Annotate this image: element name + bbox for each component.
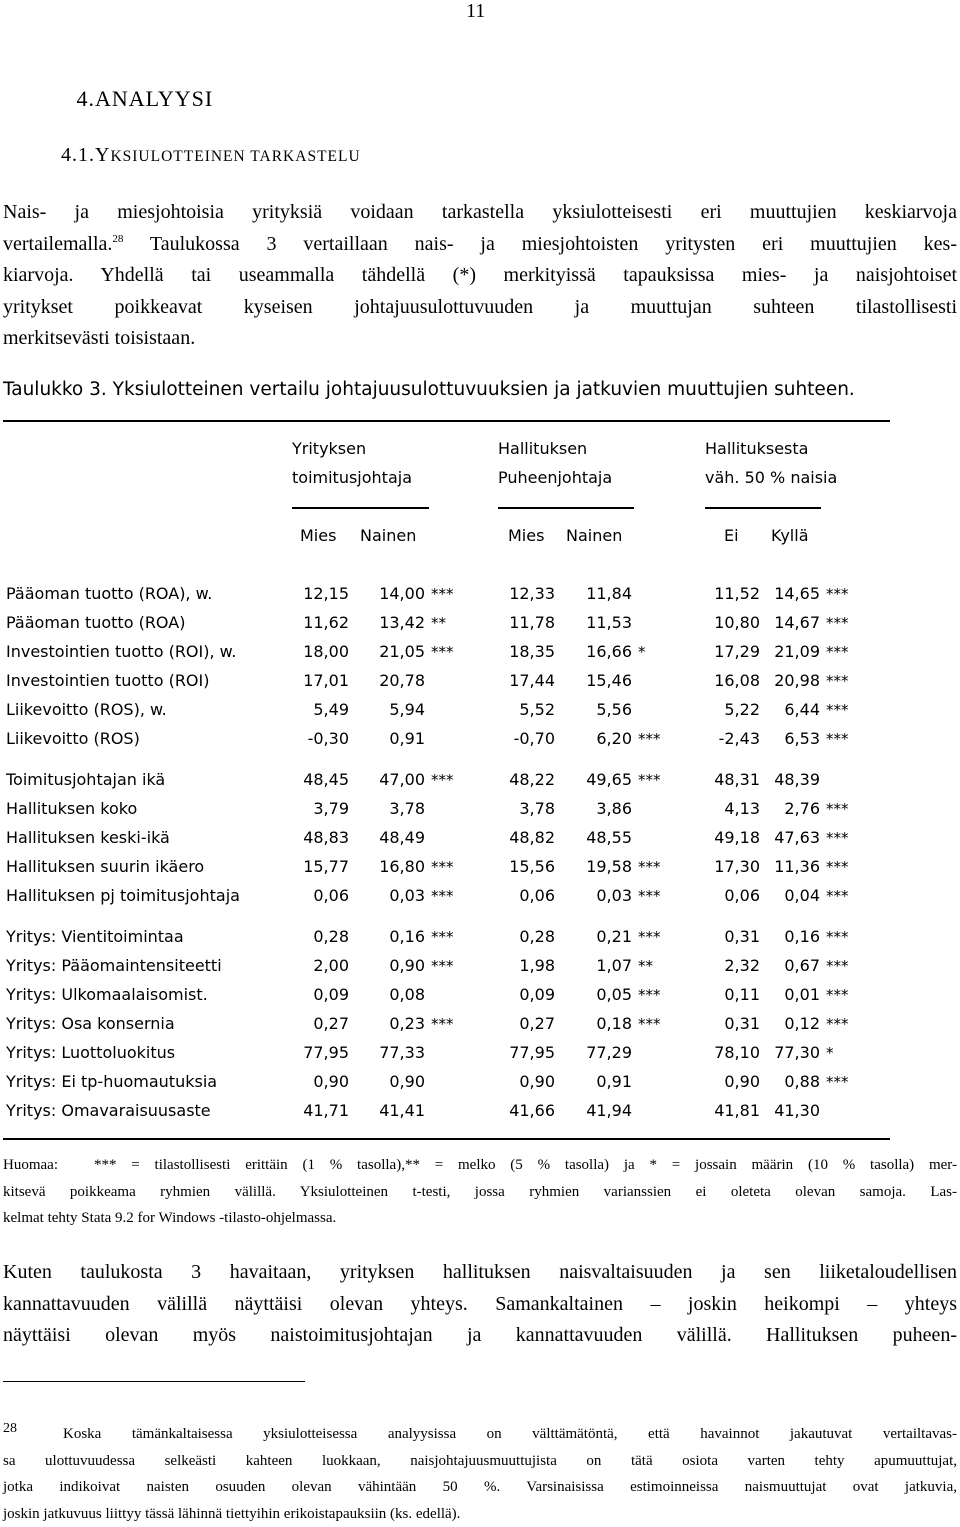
significance-stars: ***	[826, 887, 849, 905]
significance-stars: ***	[638, 730, 661, 748]
significance-stars: ***	[826, 614, 849, 632]
paragraph-line: merkitsevästi toisistaan.	[3, 323, 957, 355]
significance-stars: *	[826, 1044, 834, 1062]
footnote	[3, 1421, 957, 1527]
significance-stars: ***	[431, 771, 454, 789]
group-header-line2: Puheenjohtaja	[498, 468, 612, 487]
footnote-mark: 28	[3, 1421, 17, 1437]
significance-stars: ***	[826, 986, 849, 1004]
table-cell: 48,55	[552, 828, 632, 847]
table-cell: 1,98	[475, 956, 555, 975]
row-label: Yritys: Ulkomaalaisomist.	[6, 985, 208, 1004]
note-text: *** = tilastollisesti erittäin (1 % tasolla),** = melko (5 % tasolla) ja * = jossain määrin (10 % tasolla) mer-	[94, 1157, 957, 1173]
table-cell: 11,62	[269, 613, 349, 632]
table-cell: 3,78	[475, 799, 555, 818]
table-cell: 48,31	[680, 770, 760, 789]
table-cell: 41,66	[475, 1101, 555, 1120]
significance-stars: ***	[826, 829, 849, 847]
table-cell: 77,29	[552, 1043, 632, 1062]
row-label: Hallituksen pj toimitusjohtaja	[6, 886, 240, 905]
significance-stars: ***	[431, 858, 454, 876]
subsection-heading	[3, 144, 361, 167]
table-cell: 0,03	[552, 886, 632, 905]
table-cell: 17,44	[475, 671, 555, 690]
column-header: Mies	[300, 526, 336, 545]
table-cell: 0,88	[740, 1072, 820, 1091]
table-cell: 0,27	[475, 1014, 555, 1033]
table-cell: 0,09	[269, 985, 349, 1004]
table-cell: 17,30	[680, 857, 760, 876]
table-cell: 77,95	[269, 1043, 349, 1062]
table-cell: 17,29	[680, 642, 760, 661]
table-cell: 1,07	[552, 956, 632, 975]
table-note	[3, 1152, 957, 1232]
table-cell: 20,78	[345, 671, 425, 690]
table-cell: 18,00	[269, 642, 349, 661]
row-label: Hallituksen koko	[6, 799, 137, 818]
column-header: Mies	[508, 526, 544, 545]
table-cell: 41,81	[680, 1101, 760, 1120]
paragraph-line: näyttäisi olevan myös naistoimitusjohtajan ja kannattavuuden välillä. Hallituksen puheen-	[3, 1320, 957, 1352]
table-cell: 0,03	[345, 886, 425, 905]
footnote-line: Koska tämänkaltaisessa yksiulotteisessa analyysissa on välttämätöntä, että havainnot jakautuvat vertailtavas-	[3, 1421, 957, 1448]
row-label: Liikevoitto (ROS), w.	[6, 700, 167, 719]
paragraph-line: kannattavuuden välillä näyttäisi olevan yhteys. Samankaltainen – joskin heikompi – yhteys	[3, 1289, 957, 1321]
note-line: kelmat tehty Stata 9.2 for Windows -tilasto-ohjelmassa.	[3, 1205, 957, 1232]
column-header: Nainen	[360, 526, 416, 545]
table-cell: 0,28	[475, 927, 555, 946]
paragraph-line: kiarvoja. Yhdellä tai useammalla tähdellä (*) merkityissä tapauksissa mies- ja naisjohtoiset	[3, 260, 957, 292]
table-cell: 0,90	[269, 1072, 349, 1091]
paragraph-line: Nais- ja miesjohtoisia yrityksiä voidaan tarkastella yksiulotteisesti eri muuttujien keskiarvoja	[3, 197, 957, 229]
table-cell: 48,49	[345, 828, 425, 847]
significance-stars: **	[638, 957, 653, 975]
row-label: Yritys: Luottoluokitus	[6, 1043, 175, 1062]
footnote-separator	[3, 1381, 305, 1382]
table-cell: -0,70	[475, 729, 555, 748]
significance-stars: ***	[826, 928, 849, 946]
table-cell: 41,94	[552, 1101, 632, 1120]
table-cell: 0,06	[475, 886, 555, 905]
table-cell: 11,84	[552, 584, 632, 603]
table-cell: 0,28	[269, 927, 349, 946]
significance-stars: ***	[638, 858, 661, 876]
column-header: Ei	[724, 526, 739, 545]
section-number: 4.	[3, 86, 95, 112]
table-cell: 6,20	[552, 729, 632, 748]
significance-stars: ***	[638, 771, 661, 789]
table-cell: 10,80	[680, 613, 760, 632]
table-cell: 21,05	[345, 642, 425, 661]
significance-stars: ***	[826, 730, 849, 748]
table-cell: 0,16	[740, 927, 820, 946]
table-cell: 19,58	[552, 857, 632, 876]
table-cell: 16,80	[345, 857, 425, 876]
table-cell: 0,31	[680, 1014, 760, 1033]
table-top-rule	[3, 420, 890, 422]
body-paragraph	[3, 1257, 957, 1352]
significance-stars: ***	[638, 887, 661, 905]
table-cell: 5,52	[475, 700, 555, 719]
group-header-line1: Yrityksen	[292, 439, 366, 458]
table-cell: 14,65	[740, 584, 820, 603]
group-underline	[292, 507, 429, 509]
table-cell: 0,23	[345, 1014, 425, 1033]
significance-stars: ***	[826, 585, 849, 603]
table-cell: 14,00	[345, 584, 425, 603]
table-cell: 17,01	[269, 671, 349, 690]
table-cell: 49,65	[552, 770, 632, 789]
paragraph-line-rest: Taulukossa 3 vertaillaan nais- ja miesjohtoisten yritysten eri muuttujien kes-	[150, 233, 957, 255]
footnote-line: jotka indikoivat naisten osuuden olevan vähintään 50 %. Varsinaisissa estimoinneissa naismuuttujat ovat jatkuvia,	[3, 1474, 957, 1501]
table-cell: 3,86	[552, 799, 632, 818]
table-cell: 12,15	[269, 584, 349, 603]
table-bottom-rule	[3, 1138, 890, 1140]
table-cell: 48,83	[269, 828, 349, 847]
table-cell: 6,44	[740, 700, 820, 719]
significance-stars: ***	[826, 1073, 849, 1091]
significance-stars: ***	[431, 957, 454, 975]
table-cell: 0,90	[475, 1072, 555, 1091]
significance-stars: ***	[826, 957, 849, 975]
table-cell: 11,78	[475, 613, 555, 632]
row-label: Hallituksen keski-ikä	[6, 828, 170, 847]
row-label: Pääoman tuotto (ROA)	[6, 613, 185, 632]
table-cell: 0,05	[552, 985, 632, 1004]
significance-stars: ***	[826, 643, 849, 661]
row-label: Yritys: Pääomaintensiteetti	[6, 956, 222, 975]
table-cell: 21,09	[740, 642, 820, 661]
significance-stars: ***	[826, 701, 849, 719]
table-cell: 78,10	[680, 1043, 760, 1062]
significance-stars: ***	[431, 585, 454, 603]
significance-stars: *	[638, 643, 646, 661]
table-cell: 47,00	[345, 770, 425, 789]
significance-stars: ***	[638, 928, 661, 946]
row-label: Yritys: Ei tp-huomautuksia	[6, 1072, 217, 1091]
row-label: Yritys: Vientitoimintaa	[6, 927, 184, 946]
table-cell: 0,91	[345, 729, 425, 748]
row-label: Investointien tuotto (ROI), w.	[6, 642, 236, 661]
note-line	[3, 1152, 957, 1179]
group-header-line1: Hallituksesta	[705, 439, 808, 458]
table-cell: 18,35	[475, 642, 555, 661]
subsection-title-rest: KSIULOTTEINEN TARKASTELU	[110, 148, 360, 165]
table-cell: 0,06	[680, 886, 760, 905]
table-cell: 11,36	[740, 857, 820, 876]
row-label: Liikevoitto (ROS)	[6, 729, 140, 748]
group-header-line2: toimitusjohtaja	[292, 468, 412, 487]
table-cell: 77,95	[475, 1043, 555, 1062]
table-cell: 3,79	[269, 799, 349, 818]
table-cell: 0,01	[740, 985, 820, 1004]
table-cell: 16,08	[680, 671, 760, 690]
subsection-number: 4.1.	[3, 144, 95, 167]
footnote-line: sa ulottuvuudessa selkeästi kahteen luokkaan, naisjohtajuusmuuttujista on tätä osiota varten tehty apumuuttujat,	[3, 1448, 957, 1475]
table-cell: 0,06	[269, 886, 349, 905]
group-header-line2: väh. 50 % naisia	[705, 468, 837, 487]
significance-stars: ***	[431, 643, 454, 661]
table-cell: 0,11	[680, 985, 760, 1004]
significance-stars: ***	[826, 1015, 849, 1033]
table-cell: 48,22	[475, 770, 555, 789]
table-cell: 77,30	[740, 1043, 820, 1062]
table-cell: 41,71	[269, 1101, 349, 1120]
significance-stars: ***	[826, 800, 849, 818]
table-cell: 47,63	[740, 828, 820, 847]
table-cell: 15,46	[552, 671, 632, 690]
table-cell: 5,94	[345, 700, 425, 719]
significance-stars: **	[431, 614, 446, 632]
table-cell: 14,67	[740, 613, 820, 632]
row-label: Yritys: Osa konsernia	[6, 1014, 175, 1033]
significance-stars: ***	[826, 858, 849, 876]
group-underline	[705, 507, 821, 509]
footnote-reference: 28	[112, 233, 123, 245]
table-cell: 16,66	[552, 642, 632, 661]
table-cell: 11,52	[680, 584, 760, 603]
table-cell: 48,45	[269, 770, 349, 789]
table-cell: 77,33	[345, 1043, 425, 1062]
paragraph-line: yritykset poikkeavat kyseisen johtajuusulottuvuuden ja muuttujan suhteen tilastollisesti	[3, 292, 957, 324]
note-line: kitsevä poikkeama ryhmien välillä. Yksiulotteinen t-testi, jossa ryhmien varianssien ei oleteta olevan samoja. Las-	[3, 1179, 957, 1206]
table-cell: 2,76	[740, 799, 820, 818]
significance-stars: ***	[638, 1015, 661, 1033]
table-cell: 41,30	[740, 1101, 820, 1120]
note-label: Huomaa:	[3, 1152, 94, 1179]
table-cell: -2,43	[680, 729, 760, 748]
table-cell: 48,82	[475, 828, 555, 847]
table-cell: -0,30	[269, 729, 349, 748]
table-cell: 0,67	[740, 956, 820, 975]
significance-stars: ***	[826, 672, 849, 690]
table-cell: 5,56	[552, 700, 632, 719]
table-cell: 12,33	[475, 584, 555, 603]
table-cell: 5,22	[680, 700, 760, 719]
table-cell: 4,13	[680, 799, 760, 818]
section-title: ANALYYSI	[95, 86, 213, 111]
paragraph-line	[3, 229, 957, 261]
table-cell: 0,08	[345, 985, 425, 1004]
table-cell: 49,18	[680, 828, 760, 847]
table-cell: 11,53	[552, 613, 632, 632]
paragraph-line: Kuten taulukosta 3 havaitaan, yrityksen hallituksen naisvaltaisuuden ja sen liiketaloudellisen	[3, 1257, 957, 1289]
subsection-title-initial: Y	[95, 144, 110, 166]
column-header: Nainen	[566, 526, 622, 545]
group-header-line1: Hallituksen	[498, 439, 587, 458]
table-cell: 0,04	[740, 886, 820, 905]
table-cell: 2,00	[269, 956, 349, 975]
table-cell: 0,16	[345, 927, 425, 946]
table-cell: 15,77	[269, 857, 349, 876]
row-label: Hallituksen suurin ikäero	[6, 857, 204, 876]
intro-paragraph	[3, 197, 957, 355]
row-label: Pääoman tuotto (ROA), w.	[6, 584, 212, 603]
significance-stars: ***	[431, 928, 454, 946]
row-label: Yritys: Omavaraisuusaste	[6, 1101, 211, 1120]
significance-stars: ***	[431, 887, 454, 905]
table-cell: 5,49	[269, 700, 349, 719]
section-heading	[3, 86, 213, 112]
footnote-line: joskin jatkuvuus liittyy tässä lähinnä tiettyihin erikoistapauksiin (ks. edellä).	[3, 1501, 957, 1527]
table-cell: 41,41	[345, 1101, 425, 1120]
table-cell: 0,27	[269, 1014, 349, 1033]
table-caption: Taulukko 3. Yksiulotteinen vertailu johtajuusulottuvuuksien ja jatkuvien muuttujien suhteen.	[3, 379, 855, 400]
table-cell: 3,78	[345, 799, 425, 818]
table-cell: 0,90	[680, 1072, 760, 1091]
table-cell: 0,31	[680, 927, 760, 946]
significance-stars: ***	[431, 1015, 454, 1033]
table-cell: 0,12	[740, 1014, 820, 1033]
group-underline	[498, 507, 634, 509]
table-cell: 6,53	[740, 729, 820, 748]
column-header: Kyllä	[771, 526, 809, 545]
row-label: Investointien tuotto (ROI)	[6, 671, 209, 690]
table-cell: 0,09	[475, 985, 555, 1004]
paragraph-line-prefix: vertailemalla.	[3, 233, 112, 255]
table-cell: 15,56	[475, 857, 555, 876]
table-cell: 2,32	[680, 956, 760, 975]
table-cell: 0,21	[552, 927, 632, 946]
page-number: 11	[466, 0, 485, 23]
table-cell: 20,98	[740, 671, 820, 690]
table-cell: 0,90	[345, 1072, 425, 1091]
table-cell: 0,90	[345, 956, 425, 975]
significance-stars: ***	[638, 986, 661, 1004]
table-cell: 0,91	[552, 1072, 632, 1091]
table-cell: 13,42	[345, 613, 425, 632]
table-cell: 0,18	[552, 1014, 632, 1033]
row-label: Toimitusjohtajan ikä	[6, 770, 165, 789]
table-cell: 48,39	[740, 770, 820, 789]
